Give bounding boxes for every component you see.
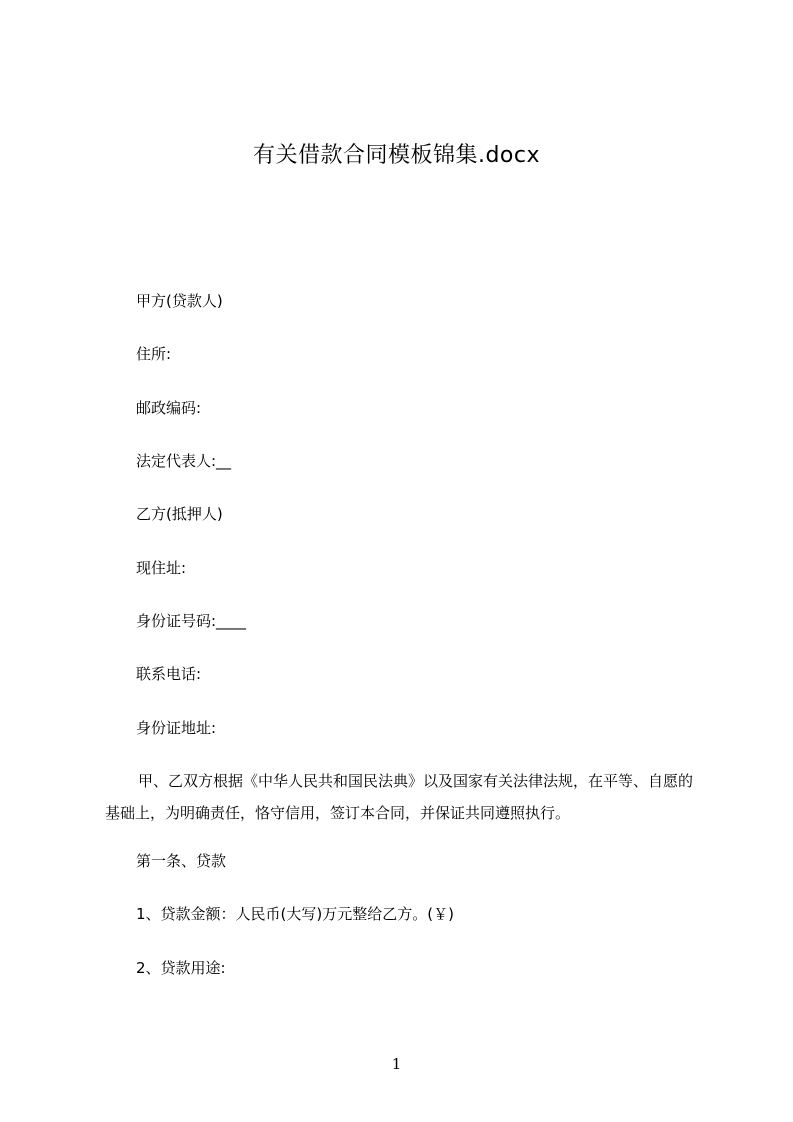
loan-amount-clause: 1、贷款金额：人民币(大写)万元整给乙方。(￥) [136,905,454,923]
address-label: 住所: [136,345,172,363]
legal-representative-label: 法定代表人:__ [136,452,232,470]
lender-label: 甲方(贷款人) [136,292,223,310]
id-number-label: 身份证号码:____ [136,612,247,630]
phone-label: 联系电话: [136,665,202,683]
page-number: 1 [391,1055,402,1073]
clause-heading: 第一条、贷款 [136,852,227,870]
preamble-text: 甲、乙双方根据《中华人民共和国民法典》以及国家有关法律法规，在平等、自愿的基础上，为明确责任，恪守信用，签订本合同，并保证共同遵照执行。 [105,772,694,822]
document-title: 有关借款合同模板锦集.docx [252,143,541,168]
id-address-label: 身份证地址: [136,719,217,737]
preamble-paragraph [105,765,705,829]
mortgagor-label: 乙方(抵押人) [136,505,223,523]
loan-purpose-clause: 2、贷款用途: [136,959,226,977]
current-address-label: 现住址: [136,559,187,577]
postal-code-label: 邮政编码: [136,399,202,417]
